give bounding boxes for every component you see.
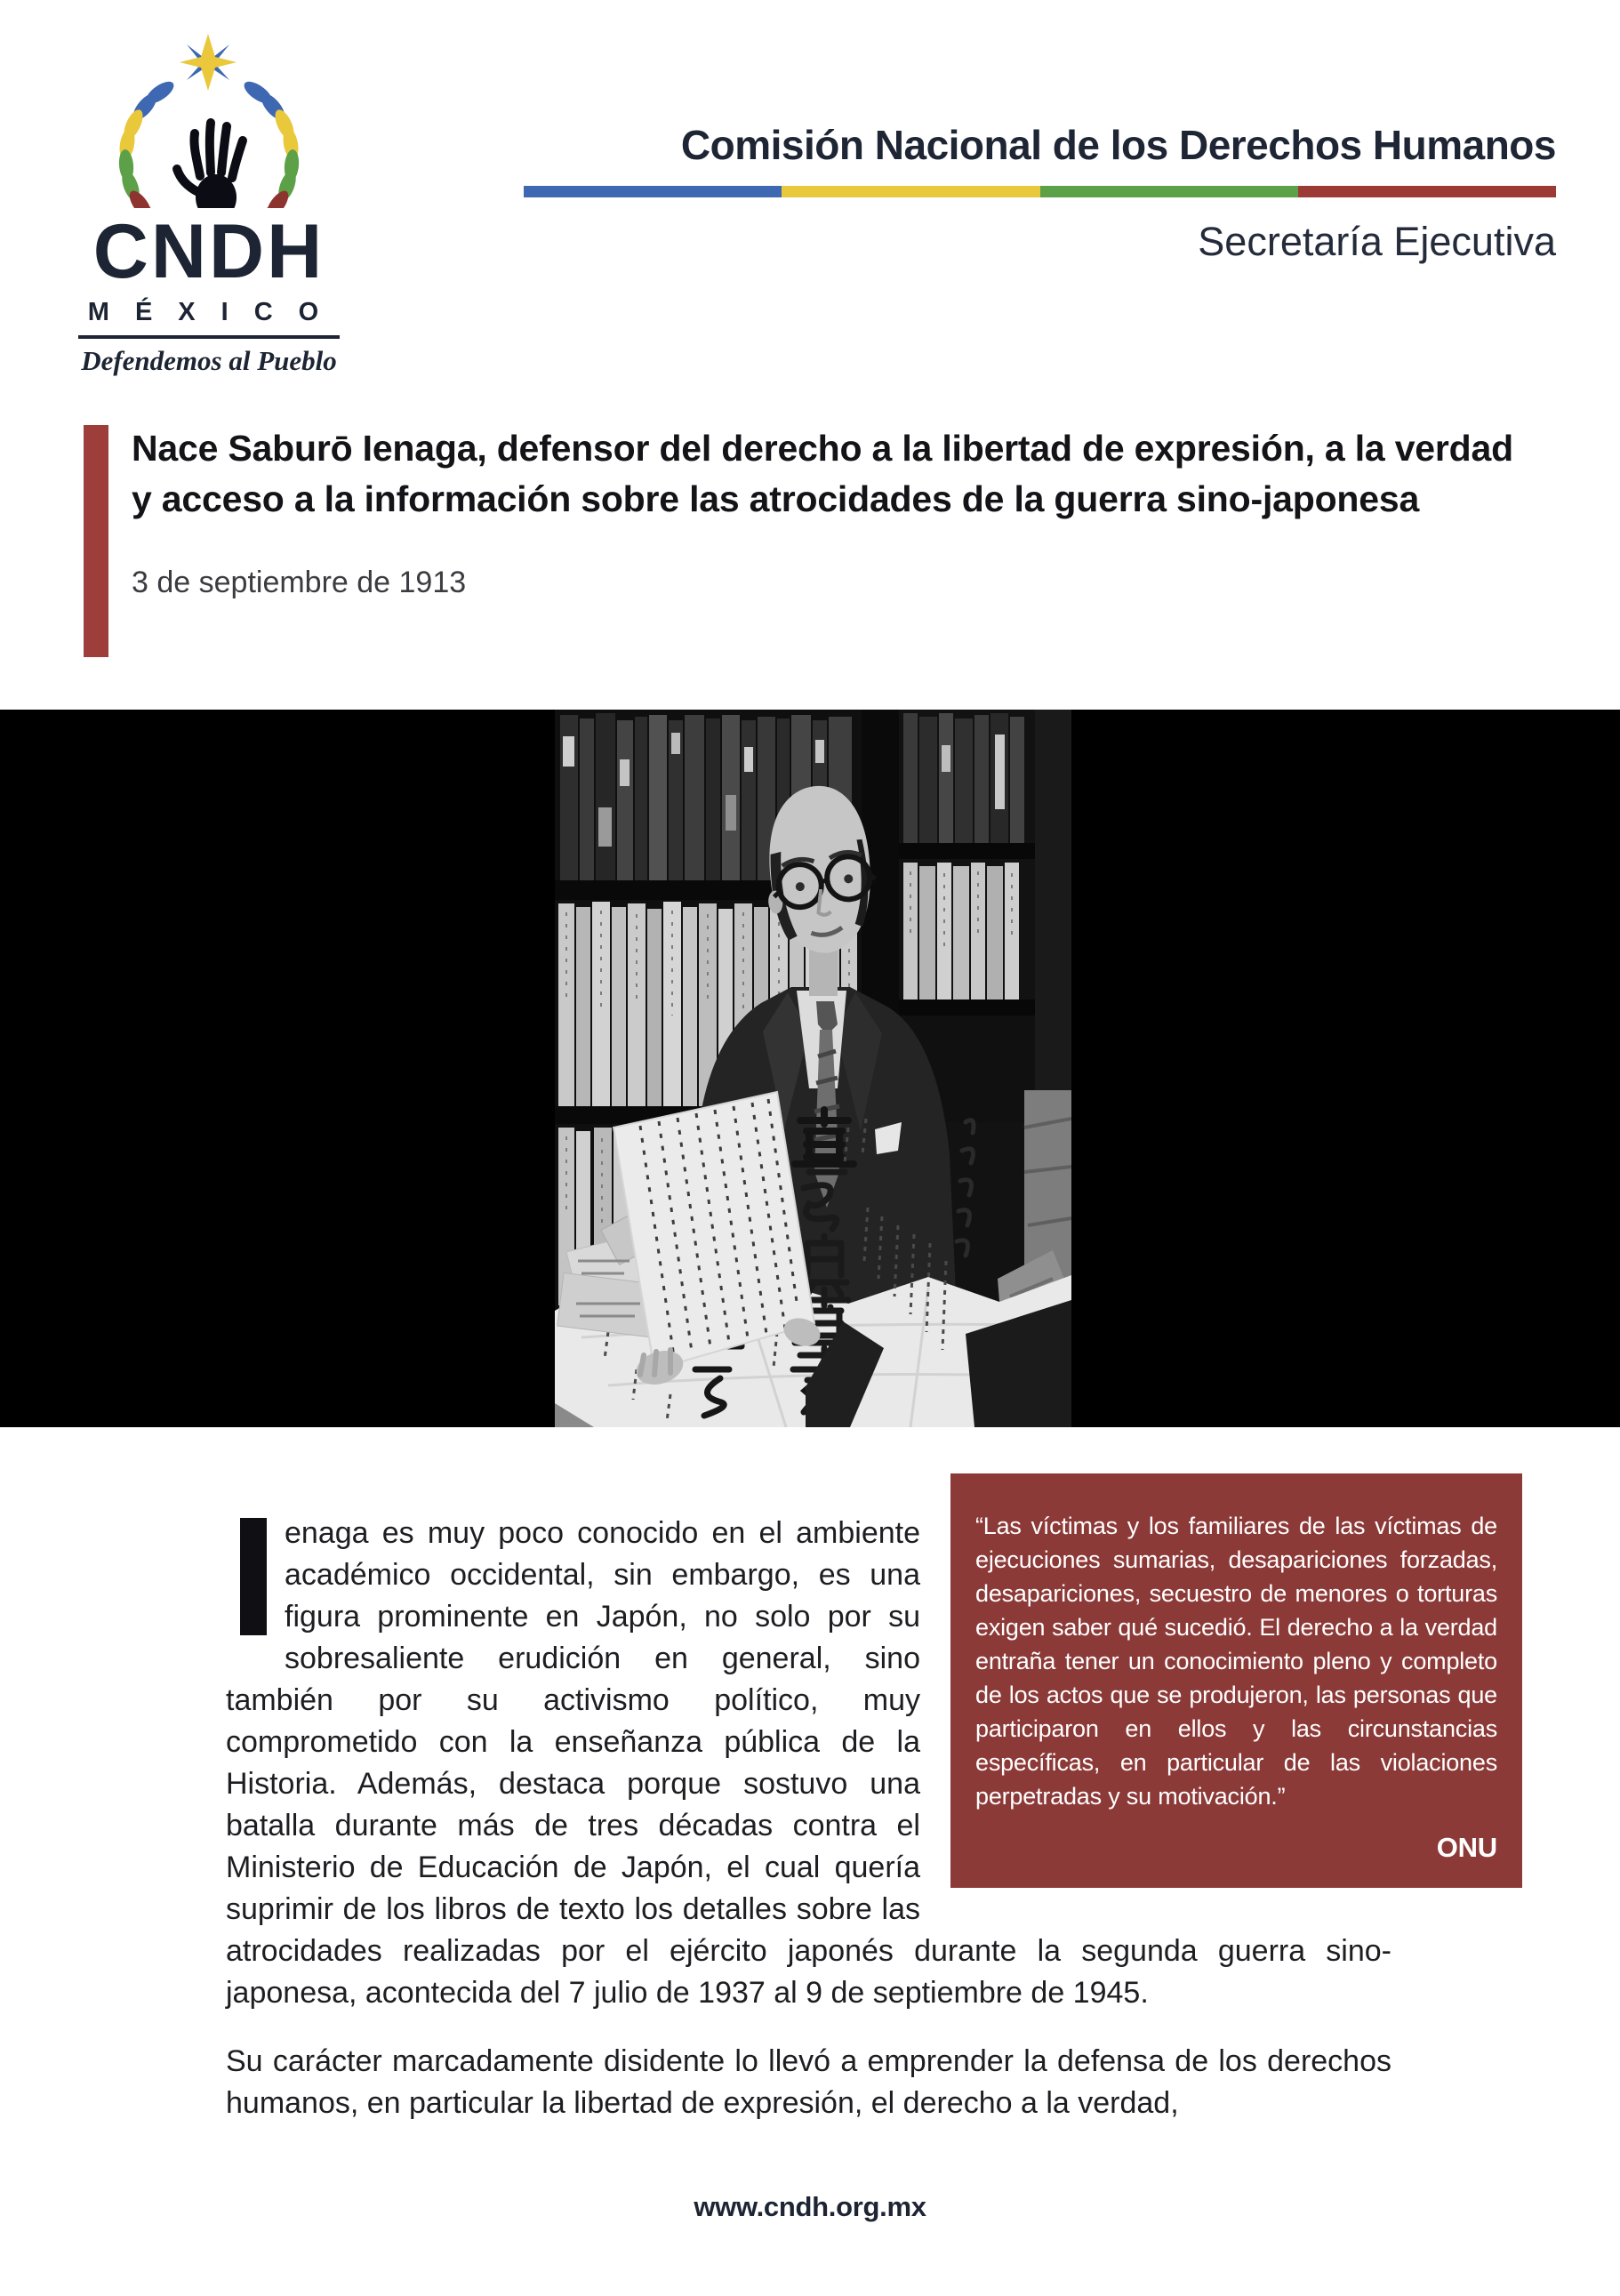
website-url: www.cndh.org.mx [694,2191,926,2222]
paragraph-1-text: enaga es muy poco conocido en el ambiente académico occidental, sin embargo, es una figura prominente en Japón, no solo por su sobresaliente erudición en general, sino también por su activismo político, muy comprometido con la enseñanza pública de la Historia. Además, destaca porque sostuvo una batalla durante más de tres décadas contra el Ministerio de Educación de Japón, el cual quería suprimir de los libros de texto los detalles sobre las atrocidades realizadas por el ejército japonés durante la segunda guerra sino-japonesa, acontecida del 7 julio de 1937 al 9 de septiembre de 1945. [226,1516,1391,2010]
header [524,123,1556,265]
quote-box [950,1473,1522,1888]
quote-text: “Las víctimas y los familiares de las víctimas de ejecuciones sumarias, desapariciones forzadas, desapariciones, secuestro de menores o torturas exigen saber qué sucedió. El derecho a la verdad entraña tener un conocimiento pleno y completo de los actos que se produjeron, las personas que participaron en ellos y las circunstancias específicas, en particular de las violaciones perpetradas y su motivación.” [975,1513,1497,1810]
article-title: Nace Saburō Ienaga, defensor del derecho a la libertad de expresión, a la verdad y acceso a la información sobre las atrocidades de la guerra sino-japonesa [132,428,1513,519]
article-date: 3 de septiembre de 1913 [132,566,467,599]
quote-attribution: ONU [1436,1832,1497,1863]
page-footer [0,2191,1620,2223]
raised-hand-icon [167,123,251,208]
cndh-emblem-icon [60,23,357,208]
star-icon [180,34,237,91]
logo-acronym: CNDH [92,209,325,294]
accent-bar-red [1298,186,1556,197]
article-body [226,1473,1497,2124]
accent-bar [524,186,1556,197]
title-block [84,423,1560,600]
org-name: Comisión Nacional de los Derechos Humanos [680,122,1556,168]
drop-cap-letter [240,1518,267,1635]
photo-band [0,710,1620,1427]
portrait-photo [555,710,1071,1427]
division-name: Secretaría Ejecutiva [1198,218,1556,264]
title-accent-bar [84,425,108,657]
paragraph-2: Su carácter marcadamente disidente lo llevó a emprender la defensa de los derechos humanos, en particular la libertad de expresión, el derecho a la verdad, [226,2044,1391,2120]
logo-country: MÉXICO [87,297,345,326]
cndh-logo [60,23,357,377]
accent-bar-yellow [782,186,1039,197]
accent-bar-blue [524,186,782,197]
logo-divider [78,335,340,339]
accent-bar-green [1040,186,1298,197]
logo-slogan: Defendemos al Pueblo [81,344,337,376]
